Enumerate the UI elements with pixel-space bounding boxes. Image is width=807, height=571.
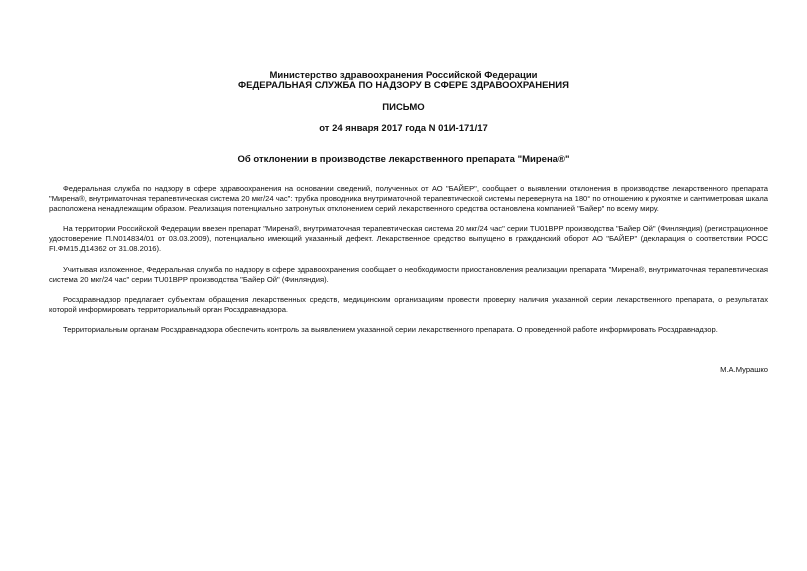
body-paragraph-4: Росздравнадзор предлагает субъектам обращения лекарственных средств, медицинским организациям провести проверку наличия указанной серии лекарственного препарата, о результатах которой информировать территориальный орган Росздравнадзора. — [49, 295, 768, 315]
document-type: ПИСЬМО — [382, 102, 425, 113]
document-subject: Об отклонении в производстве лекарственного препарата "Мирена®" — [237, 154, 570, 165]
signature: М.А.Мурашко — [720, 365, 768, 374]
body-paragraph-3: Учитывая изложенное, Федеральная служба по надзору в сфере здравоохранения сообщает о необходимости приостановления реализации препарата "Мирена®, внутриматочная терапевтическая система 20 мкг/24 час" серии TU01BPP производства "Байер Ой" (Финляндия). — [49, 265, 768, 285]
body-paragraph-2: На территории Российской Федерации ввезен препарат "Мирена®, внутриматочная терапевтическая система 20 мкг/24 час" серии TU01BPP производства "Байер Ой" (Финляндия) (регистрационное удостоверение П.N014834/01 от 03.03.2009), потенциально имеющий указанный дефект. Лекарственное средство выпущено в гражданский оборот АО "БАЙЕР" (декларация о соответствии РОСС FI.ФМ15.Д14362 от 31.08.2016). — [49, 224, 768, 254]
body-paragraph-5: Территориальным органам Росздравнадзора обеспечить контроль за выявлением указанной серии лекарственного препарата. О проведенной работе информировать Росздравнадзор. — [63, 325, 718, 334]
service-name: ФЕДЕРАЛЬНАЯ СЛУЖБА ПО НАДЗОРУ В СФЕРЕ ЗДРАВООХРАНЕНИЯ — [238, 80, 569, 91]
document-date-number: от 24 января 2017 года N 01И-171/17 — [319, 123, 488, 134]
body-paragraph-1: Федеральная служба по надзору в сфере здравоохранения на основании сведений, полученных от АО "БАЙЕР", сообщает о выявлении отклонения в производстве лекарственного препарата "Мирена®, внутриматочная терапевтическая система 20 мкг/24 час": трубка проводника внутриматочной терапевтической системы перевернута на 180° по отношению к рукоятке и сантиметровая шкала расположена ненадлежащим образом. Реализация потенциально затронутых отклонением серий лекарственного средства остановлена компанией "Байер" по всему миру. — [49, 184, 768, 214]
ministry-name: Министерство здравоохранения Российской Федерации — [269, 70, 538, 81]
